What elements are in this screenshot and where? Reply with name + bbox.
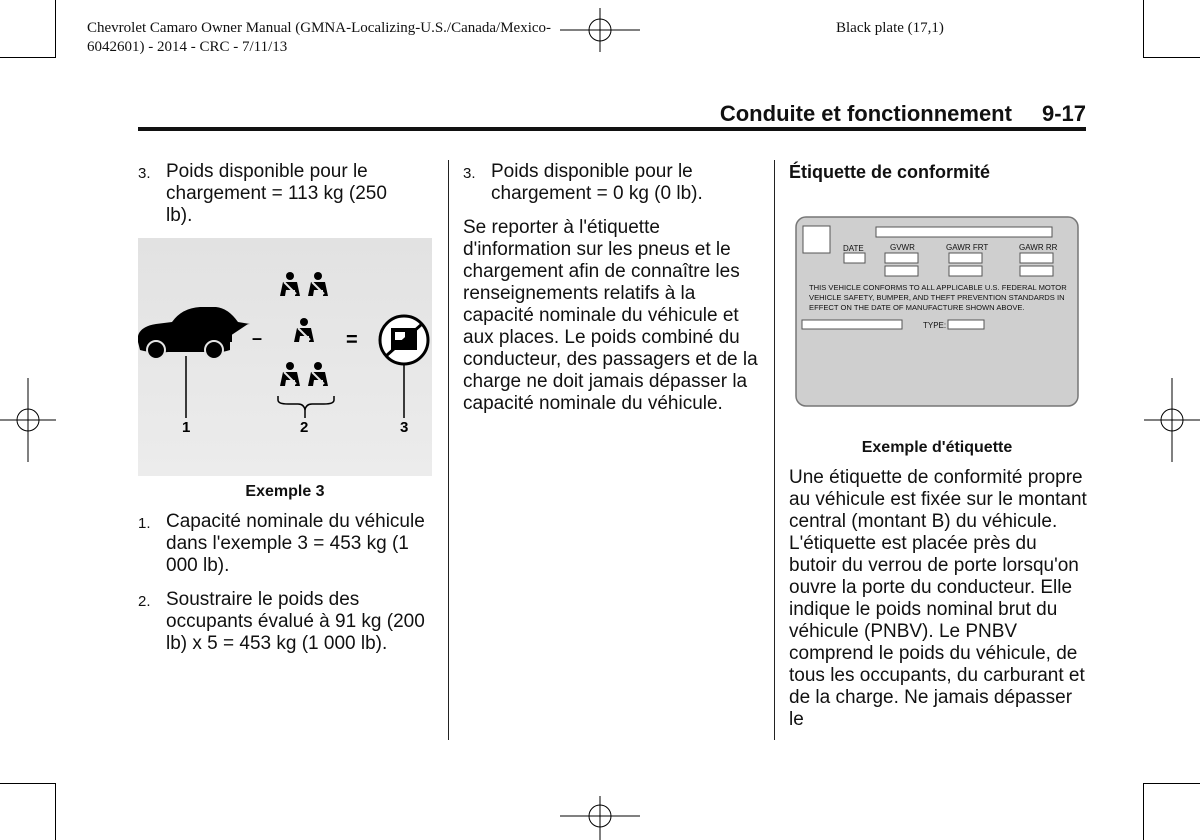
section-title: [720, 101, 1086, 127]
certification-label-image: [795, 216, 1079, 408]
section-title-text: Conduite et fonctionnement: [719, 101, 1012, 126]
equals-sign: =: [346, 329, 358, 351]
crop-mark: [1143, 783, 1144, 840]
example-3-figure: [138, 238, 432, 476]
list-item: [138, 589, 438, 655]
label-compliance-line-1: THIS VEHICLE CONFORMS TO ALL APPLICABLE U.S. FEDERAL MOTOR: [809, 283, 1067, 292]
column-1-lower: [138, 511, 438, 667]
minus-sign: –: [252, 328, 263, 348]
column-3-lower: [789, 467, 1089, 731]
subsection-heading: Étiquette de conformité: [789, 162, 991, 182]
list-number: 2.: [138, 593, 151, 610]
print-header-left: [87, 19, 551, 57]
list-text: Soustraire le poids des occupants évalué à 91 kg (200 lb) x 5 = 453 kg (1 000 lb).: [166, 589, 425, 654]
seatbelt-occupant-icon: [280, 272, 300, 296]
label-date-text: DATE: [843, 244, 864, 253]
crop-mark: [1143, 783, 1200, 784]
seatbelt-occupant-icon: [308, 272, 328, 296]
crop-mark: [55, 783, 56, 840]
figure-caption: Exemple d'étiquette: [861, 439, 1013, 456]
column-3: [789, 161, 1085, 183]
header-rule: [138, 127, 1086, 131]
list-item: [463, 161, 763, 205]
body-paragraph: Une étiquette de conformité propre au véhicule est fixée sur le montant central (montant B) du véhicule. L'étiquette est placée près du butoir du verrou de porte lorsqu'on ouvre la porte du conducteur. Elle indique le poids nominal brut du véhicule (PNBV). Le PNBV comprend le poids du véhicule, de tous les occupants, du carburant et de la charge. Ne jamais dépasser le: [789, 467, 1087, 730]
certification-label-drawing: [795, 216, 1079, 408]
registration-mark-bottom: [560, 796, 640, 840]
cargo-capacity-icon: [380, 316, 428, 364]
crop-mark: [1143, 57, 1200, 58]
seatbelt-occupant-icon: [308, 362, 328, 386]
crop-mark: [1143, 0, 1144, 58]
header-line-2: 6042601) - 2014 - CRC - 7/11/13: [87, 39, 288, 55]
list-number: 3.: [138, 165, 151, 182]
load-calculation-diagram: [138, 238, 432, 476]
list-text: Capacité nominale du véhicule dans l'exemple 3 = 453 kg (1 000 lb).: [166, 511, 425, 576]
label-type-text: TYPE:: [923, 321, 947, 330]
registration-mark-right: [1144, 378, 1200, 462]
label-gawr-frt-text: GAWR FRT: [946, 243, 989, 252]
column-1: [138, 161, 438, 239]
print-header-right: Black plate (17,1): [836, 20, 944, 36]
crop-mark: [0, 783, 56, 784]
registration-mark-top: [560, 8, 640, 52]
column-divider: [448, 160, 449, 740]
label-gvwr-text: GVWR: [890, 243, 915, 252]
list-item: [138, 161, 438, 227]
list-number: 3.: [463, 165, 476, 182]
list-text: Poids disponible pour le chargement = 113 kg (250 lb).: [166, 161, 387, 226]
seatbelt-occupant-icon: [294, 318, 314, 342]
occupants-bracket: [278, 396, 334, 410]
list-text: Poids disponible pour le chargement = 0 kg (0 lb).: [491, 161, 703, 204]
label-compliance-line-3: EFFECT ON THE DATE OF MANUFACTURE SHOWN ABOVE.: [809, 303, 1025, 312]
column-2: [463, 161, 763, 415]
label-gawr-rr-text: GAWR RR: [1019, 243, 1058, 252]
list-number: 1.: [138, 515, 151, 532]
column-divider: [774, 160, 775, 740]
list-item: [138, 511, 438, 577]
seatbelt-occupant-icon: [280, 362, 300, 386]
body-paragraph: Se reporter à l'étiquette d'information sur les pneus et le chargement afin de connaître les renseignements relatifs à la capacité nominale du véhicule et aux places. Le poids combiné du conducteur, des passagers et de la charge ne doit jamais dépasser la capacité nominale du véhicule.: [463, 217, 758, 414]
crop-mark: [0, 57, 56, 58]
car-icon: [138, 307, 250, 359]
header-line-1: Chevrolet Camaro Owner Manual (GMNA-Localizing-U.S./Canada/Mexico-: [87, 20, 552, 36]
label-compliance-line-2: VEHICLE SAFETY, BUMPER, AND THEFT PREVENTION STANDARDS IN: [809, 293, 1065, 302]
page-number: 9-17: [1041, 101, 1086, 126]
figure-label-3: 3: [400, 419, 409, 436]
figure-caption: Exemple 3: [245, 483, 325, 500]
registration-mark-left: [0, 378, 56, 462]
figure-label-2: 2: [300, 419, 309, 436]
figure-label-1: 1: [182, 419, 191, 436]
crop-mark: [55, 0, 56, 58]
